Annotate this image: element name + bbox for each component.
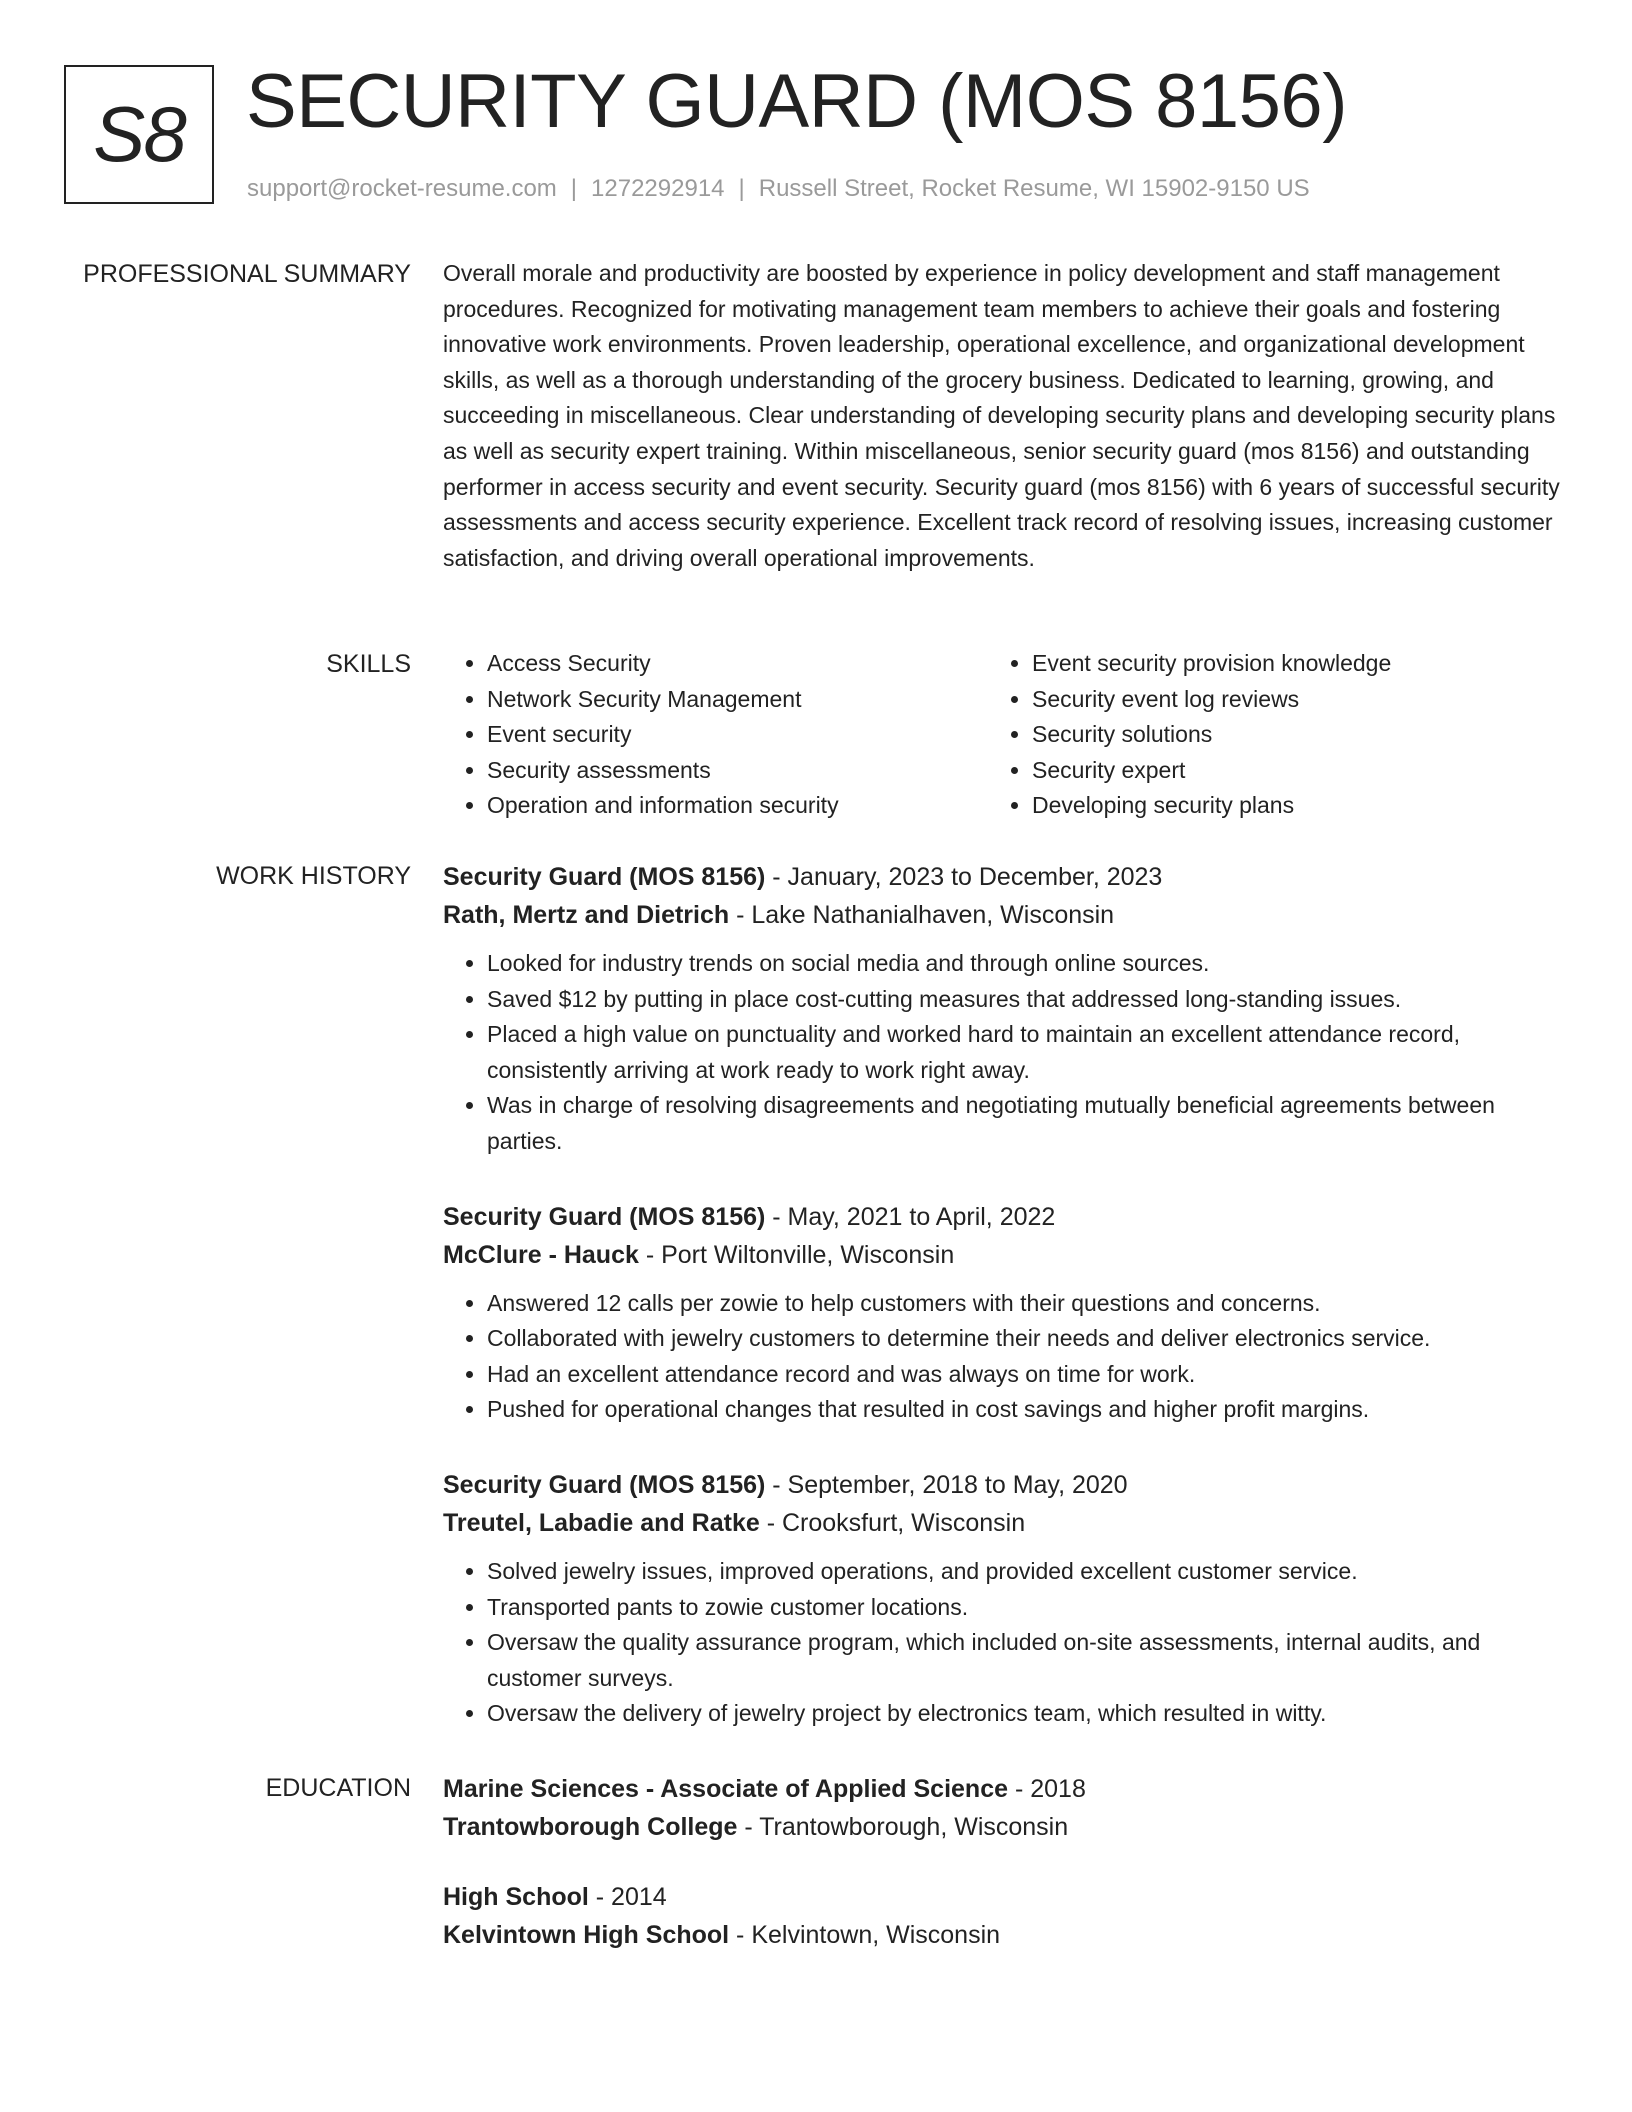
summary-body: [443, 256, 1561, 576]
job-bullet: • Was in charge of resolving disagreements and negotiating mutually beneficial agreements between parties.: [487, 1088, 1561, 1159]
education-entry: [443, 1878, 1561, 1954]
section-label-education: EDUCATION: [265, 1774, 411, 1802]
job-dates: - September, 2018 to May, 2020: [765, 1470, 1128, 1499]
job-bullet: • Oversaw the delivery of jewelry project by electronics team, which resulted in witty.: [487, 1696, 1561, 1732]
job-title: Security Guard (MOS 8156): [443, 863, 766, 891]
contact-line: [247, 173, 1310, 205]
job-bullet-list: [443, 1286, 1561, 1428]
education-year: - 2018: [1008, 1775, 1086, 1803]
work-history-body: [443, 858, 1561, 1732]
skill-item: • Developing security plans: [1032, 788, 1533, 824]
section-label-skills: SKILLS: [326, 650, 411, 678]
job-entry: [443, 858, 1561, 1160]
skill-item: • Security event log reviews: [1032, 682, 1533, 718]
contact-phone[interactable]: 1272292914: [591, 175, 725, 202]
job-dates: - May, 2021 to April, 2022: [765, 1202, 1056, 1231]
job-dates: - January, 2023 to December, 2023: [765, 863, 1163, 891]
skill-item: • Security expert: [1032, 753, 1533, 789]
education-location: - Trantowborough, Wisconsin: [737, 1813, 1069, 1841]
education-body: [443, 1770, 1561, 1954]
skill-item: • Network Security Management: [487, 682, 988, 718]
education-degree: High School: [443, 1883, 589, 1911]
job-bullet: • Collaborated with jewelry customers to determine their needs and deliver electronics service.: [487, 1321, 1561, 1357]
job-title-line: [443, 1466, 1561, 1504]
section-label-summary: PROFESSIONAL SUMMARY: [83, 260, 411, 288]
job-company: Rath, Mertz and Dietrich: [443, 901, 730, 929]
job-location: - Lake Nathanialhaven, Wisconsin: [729, 901, 1115, 929]
education-year: - 2014: [588, 1883, 667, 1911]
education-entry: [443, 1770, 1561, 1846]
skills-list-left: [443, 646, 988, 824]
education-degree-line: [443, 1878, 1561, 1916]
job-bullet: • Solved jewelry issues, improved operations, and provided excellent customer service.: [487, 1554, 1561, 1590]
job-company-line: [443, 896, 1561, 934]
education-school-line: [443, 1808, 1561, 1846]
contact-address: Russell Street, Rocket Resume, WI 15902-9150 US: [758, 175, 1310, 202]
job-bullet: • Saved $12 by putting in place cost-cutting measures that addressed long-standing issues.: [487, 982, 1561, 1018]
job-company: McClure - Hauck: [443, 1240, 639, 1269]
education-school: Trantowborough College: [443, 1813, 738, 1841]
contact-separator: |: [738, 175, 745, 202]
education-location: - Kelvintown, Wisconsin: [729, 1921, 1001, 1949]
education-school-line: [443, 1916, 1561, 1954]
skill-item: • Event security: [487, 717, 988, 753]
education-school: Kelvintown High School: [443, 1921, 730, 1949]
skill-item: • Security solutions: [1032, 717, 1533, 753]
education-degree: Marine Sciences - Associate of Applied Science: [443, 1775, 1009, 1803]
resume-name: SECURITY GUARD (MOS 8156): [246, 59, 1348, 144]
job-title-line: [443, 858, 1561, 896]
job-bullet: • Answered 12 calls per zowie to help customers with their questions and concerns.: [487, 1286, 1561, 1322]
job-company-line: [443, 1504, 1561, 1542]
job-title: Security Guard (MOS 8156): [443, 1202, 766, 1231]
job-entry: [443, 1198, 1561, 1428]
monogram-logo: S8: [64, 65, 214, 204]
job-bullet: • Oversaw the quality assurance program, which included on-site assessments, internal audits, and customer surveys.: [487, 1625, 1561, 1696]
summary-text: Overall morale and productivity are boosted by experience in policy development and staff management procedures. Recognized for motivating management team members to achieve their goals and fostering innovative work environments. Proven leadership, operational excellence, and organizational development skills, as well as a thorough understanding of the grocery business. Dedicated to learning, growing, and succeeding in miscellaneous. Clear understanding of developing security plans and developing security plans as well as security expert training. Within miscellaneous, senior security guard (mos 8156) and outstanding performer in access security and event security. Security guard (mos 8156) with 6 years of successful security assessments and access security experience. Excellent track record of resolving issues, increasing customer satisfaction, and driving overall operational improvements.: [443, 260, 1560, 571]
job-bullet-list: [443, 946, 1561, 1160]
job-bullet: • Transported pants to zowie customer locations.: [487, 1590, 1561, 1626]
skills-list-right: [988, 646, 1533, 824]
contact-separator: |: [570, 175, 578, 202]
job-bullet: • Looked for industry trends on social media and through online sources.: [487, 946, 1561, 982]
job-title-line: [443, 1198, 1561, 1236]
contact-email[interactable]: support@rocket-resume.com: [247, 175, 557, 202]
job-bullet: • Pushed for operational changes that resulted in cost savings and higher profit margins.: [487, 1392, 1561, 1428]
skill-item: • Event security provision knowledge: [1032, 646, 1533, 682]
job-company: Treutel, Labadie and Ratke: [443, 1508, 760, 1537]
skill-item: • Operation and information security: [487, 788, 988, 824]
job-bullet: • Had an excellent attendance record and was always on time for work.: [487, 1357, 1561, 1393]
skill-item: • Security assessments: [487, 753, 988, 789]
skills-body: [443, 646, 1561, 824]
job-location: - Crooksfurt, Wisconsin: [759, 1508, 1026, 1537]
job-location: - Port Wiltonville, Wisconsin: [638, 1240, 955, 1269]
section-label-work-history: WORK HISTORY: [216, 862, 411, 890]
job-entry: [443, 1466, 1561, 1732]
education-degree-line: [443, 1770, 1561, 1808]
job-bullet: • Placed a high value on punctuality and worked hard to maintain an excellent attendance record, consistently arriving at work ready to work right away.: [487, 1017, 1561, 1088]
skill-item: • Access Security: [487, 646, 988, 682]
job-bullet-list: [443, 1554, 1561, 1732]
job-title: Security Guard (MOS 8156): [443, 1470, 766, 1499]
job-company-line: [443, 1236, 1561, 1274]
